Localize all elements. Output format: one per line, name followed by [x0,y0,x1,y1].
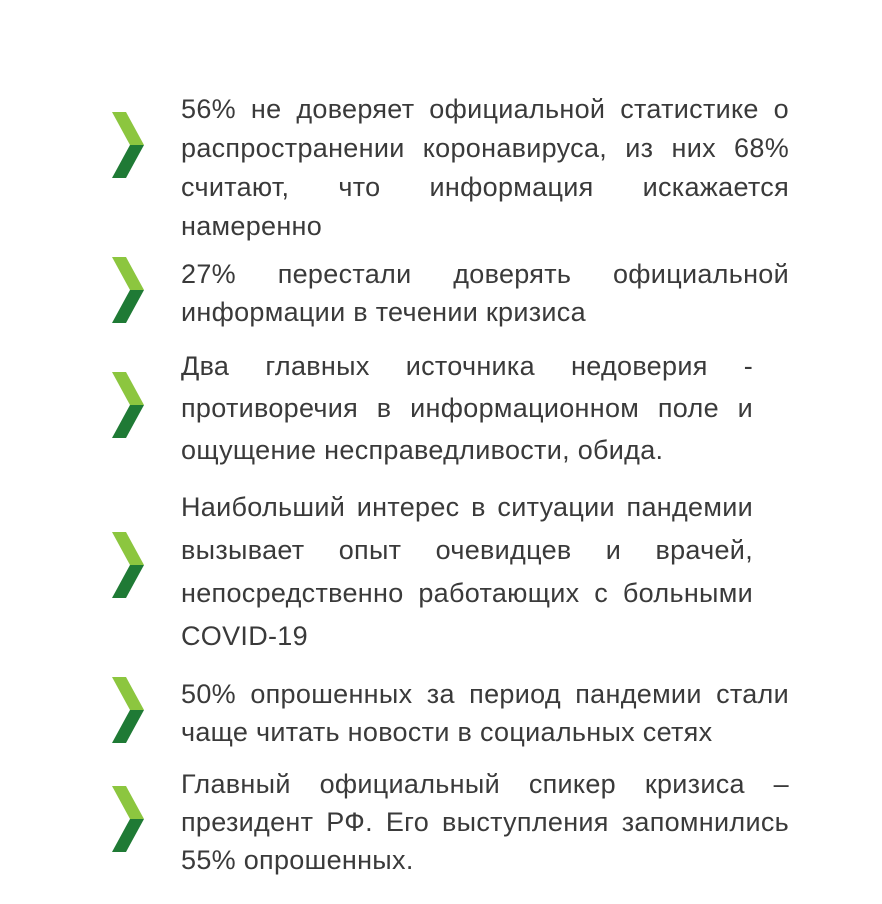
chevron-right-icon [112,257,144,323]
item-text: 27% перестали доверять официальной информации в течении кризиса [181,259,789,327]
chevron-right-icon [112,677,144,743]
chevron-right-icon [112,786,144,852]
chevron-right-icon [112,112,144,178]
item-text: 50% опрошенных за период пандемии стали чаще читать новости в социальных сетях [181,679,789,747]
item-text: Наибольший интерес в ситуации пандемии вызывает опыт очевидцев и врачей, непосредственно работающих с больными COVID-19 [181,492,753,651]
item-text: 56% не доверяет официальной статистике о распространении коронавируса, из них 68% считают, что информация искажается намеренно [181,94,789,241]
chevron-right-icon [112,372,144,438]
chevron-right-icon [112,532,144,598]
item-text: Два главных источника недоверия - противоречия в информационном поле и ощущение несправедливости, обида. [181,351,753,465]
item-text: Главный официальный спикер кризиса – президент РФ. Его выступления запомнились 55% опрошенных. [181,769,789,875]
